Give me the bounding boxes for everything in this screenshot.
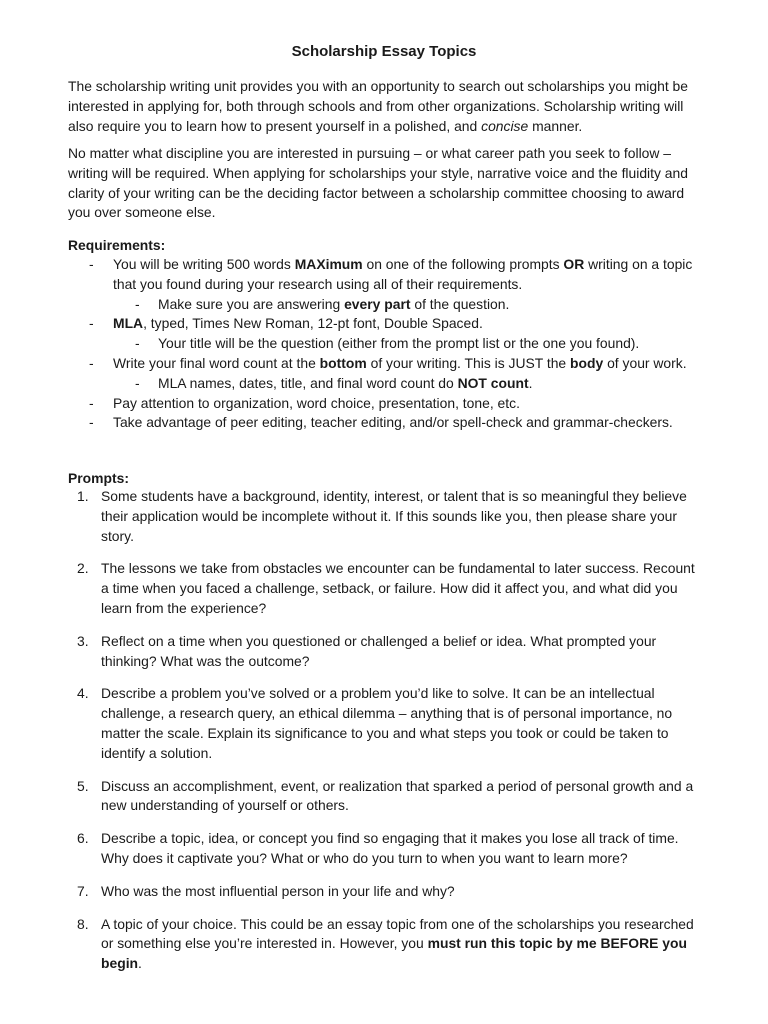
prompt-number: 4. xyxy=(77,685,89,702)
prompt-text: Describe a topic, idea, or concept you find so engaging that it makes you lose all track of time. Why does it captivate you? What or who do you turn to when you want to learn more? xyxy=(101,830,679,866)
requirement-item xyxy=(0,255,768,295)
text-run: MLA names, dates, title, and final word count do xyxy=(158,374,458,391)
bullet-dash: - xyxy=(135,374,140,391)
prompt-number: 5. xyxy=(77,777,89,794)
bullet-dash: - xyxy=(89,256,94,272)
prompt-number: 6. xyxy=(77,830,89,847)
prompt-number: 1. xyxy=(77,488,89,504)
text-run: Make sure you are answering xyxy=(158,295,345,312)
requirement-text: Pay attention to organization, word choice, presentation, tone, etc. xyxy=(113,394,520,411)
prompt-item xyxy=(0,559,768,618)
requirement-text: Take advantage of peer editing, teacher editing, and/or spell-check and grammar-checkers. xyxy=(113,414,673,431)
requirement-item xyxy=(0,394,768,414)
prompt-item xyxy=(0,632,768,672)
page-title: Scholarship Essay Topics xyxy=(291,43,477,60)
text-run: of your work. xyxy=(603,354,687,371)
prompt-number: 2. xyxy=(77,560,89,577)
sub-requirement-item xyxy=(0,334,768,354)
text-run: . xyxy=(528,374,533,391)
text-run: , typed, Times New Roman, 12-pt font, Double Spaced. xyxy=(143,315,483,332)
bold-run: bottom xyxy=(319,354,367,371)
requirement-text xyxy=(113,354,703,374)
prompt-text: Who was the most influential person in your life and why? xyxy=(101,882,455,899)
bold-run: MLA xyxy=(113,315,144,332)
intro-p1-italic: concise xyxy=(481,117,529,134)
prompt-item xyxy=(0,882,768,902)
text-run: of the question. xyxy=(410,295,510,312)
prompt-text: Reflect on a time when you questioned or challenged a belief or idea. What prompted your thinking? What was the outcome? xyxy=(101,632,657,669)
bold-run: OR xyxy=(563,256,585,272)
bullet-dash: - xyxy=(89,354,94,371)
bullet-dash: - xyxy=(89,394,94,411)
text-run: on one of the following prompts xyxy=(362,256,564,272)
requirement-item xyxy=(0,314,768,334)
prompt-item xyxy=(0,487,768,546)
prompt-text: The lessons we take from obstacles we encounter can be fundamental to later success. Recount a time when you faced a challenge, setback, or failure. How did it affect you, and what did you learn from the experience? xyxy=(101,560,695,616)
prompt-number: 3. xyxy=(77,632,89,649)
sub-requirement-text: Your title will be the question (either from the prompt list or the one you found). xyxy=(158,335,640,352)
prompt-item xyxy=(0,829,768,869)
intro-p1-text: The scholarship writing unit provides you with an opportunity to search out scholarships you might be interested in applying for, both through schools and from other organizations. Scholarship writing will also require you to learn how to present yourself in a polished, and xyxy=(68,78,689,134)
bold-run: MAXimum xyxy=(294,256,363,272)
bullet-dash: - xyxy=(135,295,140,312)
sub-requirement-text xyxy=(158,295,698,315)
prompt-item xyxy=(0,777,768,817)
text-run: writing on a topic that you found during your research using all of their requirements. xyxy=(113,256,693,292)
requirements-heading: Requirements: xyxy=(68,237,166,253)
prompt-item xyxy=(0,684,768,763)
bullet-dash: - xyxy=(135,335,140,352)
requirement-text xyxy=(113,255,703,295)
bullet-dash: - xyxy=(89,315,94,332)
intro-p1-end: manner. xyxy=(528,117,583,134)
bullet-dash: - xyxy=(89,414,94,431)
intro-paragraph-1 xyxy=(68,77,704,136)
prompt-text: Some students have a background, identity, interest, or talent that is so meaningful they believe their application would be incomplete without it. If this sounds like you, then please share your story. xyxy=(101,488,687,544)
prompt-text: Describe a problem you’ve solved or a problem you’d like to solve. It can be an intellectual challenge, a research query, an ethical dilemma – anything that is of personal importance, no matter the scale. Explain its significance to you and what steps you took or could be taken to identify a solution. xyxy=(101,685,673,761)
requirements-list xyxy=(0,255,768,433)
text-run: . xyxy=(138,955,142,972)
text-run: A topic of your choice. This could be an essay topic from one of the scholarships you researched or something else you’re interested in. However, you xyxy=(101,915,694,952)
prompts-list xyxy=(0,487,768,987)
prompt-number: 8. xyxy=(77,915,89,932)
prompt-item xyxy=(0,915,768,974)
prompt-text xyxy=(101,915,703,974)
bold-run: must run this topic by me BEFORE you begin xyxy=(101,935,687,972)
bold-run: every part xyxy=(344,295,411,312)
requirement-item xyxy=(0,413,768,433)
text-run: You will be writing 500 words xyxy=(113,256,295,272)
intro-paragraph-2: No matter what discipline you are interested in pursuing – or what career path you seek to follow – writing will be required. When applying for scholarships your style, narrative voice and the fluidity and clarity of your writing can be the deciding factor between a scholarship committee choosing to award you over someone else. xyxy=(68,145,688,221)
sub-requirement-item xyxy=(0,374,768,394)
requirement-text xyxy=(113,314,703,334)
sub-requirement-item xyxy=(0,295,768,315)
sub-requirement-text xyxy=(158,374,698,394)
text-run: of your writing. This is JUST the xyxy=(366,354,571,371)
prompt-number: 7. xyxy=(77,882,89,899)
text-run: Write your final word count at the xyxy=(113,354,320,371)
bold-run: NOT count xyxy=(457,374,529,391)
prompt-text: Discuss an accomplishment, event, or realization that sparked a period of personal growth and a new understanding of yourself or others. xyxy=(101,777,694,814)
requirement-item xyxy=(0,354,768,374)
bold-run: body xyxy=(570,354,604,371)
prompts-heading: Prompts: xyxy=(68,470,129,486)
